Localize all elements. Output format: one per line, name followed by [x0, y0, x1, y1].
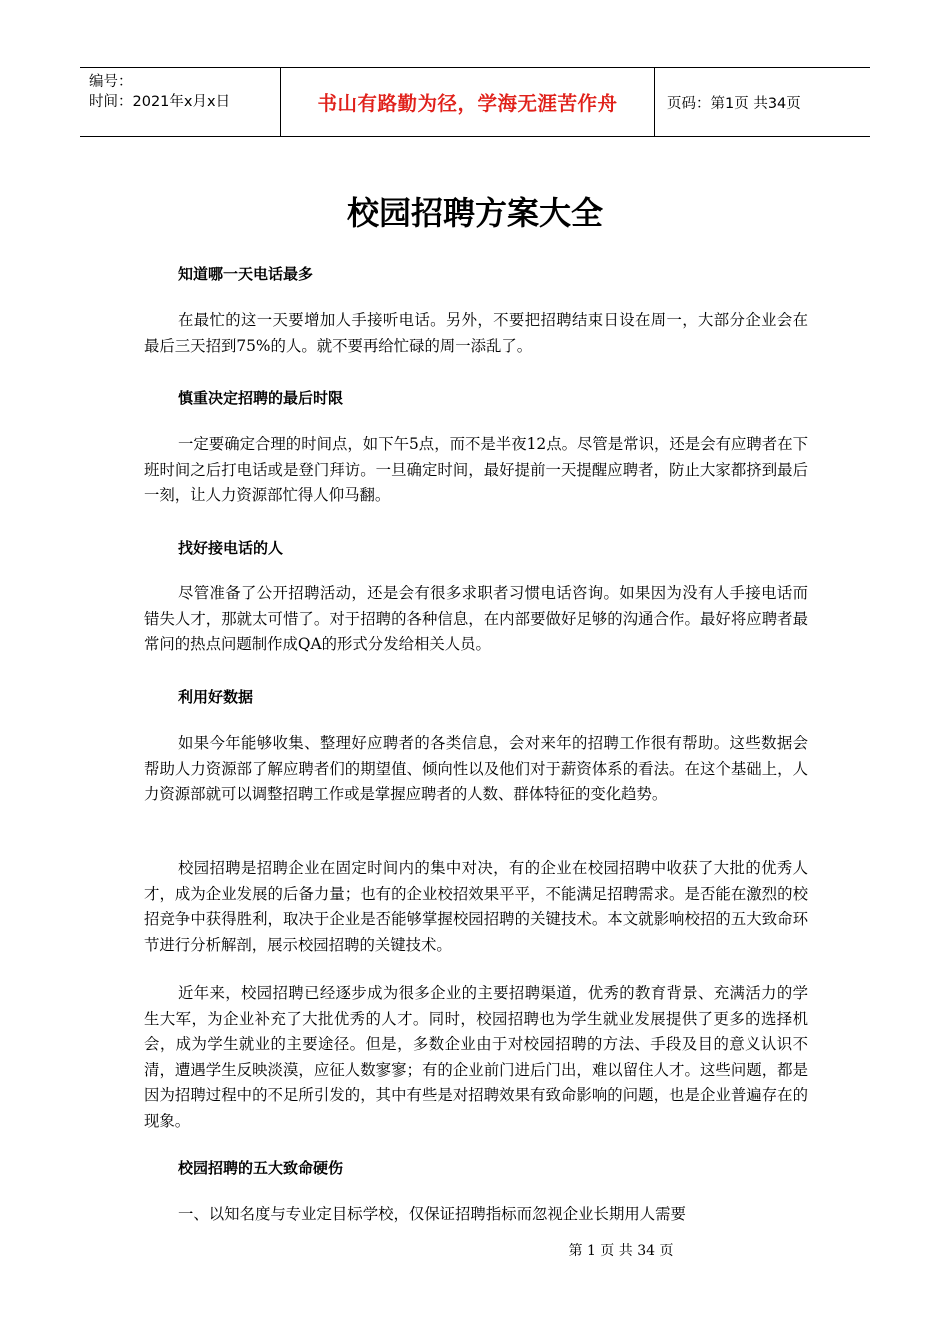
- document-title: 校园招聘方案大全: [346, 194, 603, 232]
- header-meta: [80, 68, 281, 136]
- paragraph: 校园招聘是招聘企业在固定时间内的集中对决，有的企业在校园招聘中收获了大批的优秀人才，成为企业发展的后备力量；也有的企业校招效果平平，不能满足招聘需求。是否能在激烈的校招竞争中获得胜利，取决于企业是否能够掌握校园招聘的关键技术。本文就影响校招的五大致命环节进行分析解剖，展示校园招聘的关键技术。: [144, 859, 808, 954]
- paragraph: 一定要确定合理的时间点，如下午5点，而不是半夜12点。尽管是常识，还是会有应聘者在下班时间之后打电话或是登门拜访。一旦确定时间，最好提前一天提醒应聘者，防止大家都挤到最后一刻，让人力资源部忙得人仰马翻。: [144, 435, 808, 504]
- page-footer: [0, 1240, 950, 1260]
- section-heading: 校园招聘的五大致命硬伤: [178, 1159, 344, 1177]
- document-number-label: 编号：: [89, 74, 133, 90]
- page-header: [80, 67, 870, 137]
- paragraph: 在最忙的这一天要增加人手接听电话。另外，不要把招聘结束日设在周一，大部分企业会在最后三天招到75%的人。就不要再给忙碌的周一添乱了。: [144, 311, 808, 355]
- section-heading: 找好接电话的人: [178, 539, 284, 557]
- header-motto: 书山有路勤为径，学海无涯苦作舟: [281, 68, 655, 136]
- paragraph: 如果今年能够收集、整理好应聘者的各类信息，会对来年的招聘工作很有帮助。这些数据会帮助人力资源部了解应聘者们的期望值、倾向性以及他们对于薪资体系的看法。在这个基础上，人力资源部就可以调整招聘工作或是掌握应聘者的人数、群体特征的变化趋势。: [144, 734, 808, 803]
- document-date-label: 时间：2021年x月x日: [89, 94, 231, 110]
- section-heading: 利用好数据: [178, 688, 254, 706]
- section-heading: 知道哪一天电话最多: [178, 265, 314, 283]
- paragraph: 近年来，校园招聘已经逐步成为很多企业的主要招聘渠道，优秀的教育背景、充满活力的学生大军，为企业补充了大批优秀的人才。同时，校园招聘也为学生就业发展提供了更多的选择机会，成为学生就业的主要途径。但是，多数企业由于对校园招聘的方法、手段及目的意义认识不清，遭遇学生反映淡漠，应征人数寥寥；有的企业前门进后门出，难以留住人才。这些问题，都是因为招聘过程中的不足所引发的，其中有些是对招聘效果有致命影响的问题，也是企业普遍存在的现象。: [144, 984, 808, 1130]
- header-page-info: 页码：第1页 共34页: [667, 95, 801, 112]
- section-heading: 慎重决定招聘的最后时限: [178, 389, 344, 407]
- paragraph: 一、以知名度与专业定目标学校，仅保证招聘指标而忽视企业长期用人需要: [178, 1205, 686, 1223]
- paragraph: 尽管准备了公开招聘活动，还是会有很多求职者习惯电话咨询。如果因为没有人手接电话而错失人才，那就太可惜了。对于招聘的各种信息，在内部要做好足够的沟通合作。最好将应聘者最常问的热点问题制作成QA的形式分发给相关人员。: [144, 584, 808, 653]
- page-number: 第 1 页 共 34 页: [568, 1243, 674, 1259]
